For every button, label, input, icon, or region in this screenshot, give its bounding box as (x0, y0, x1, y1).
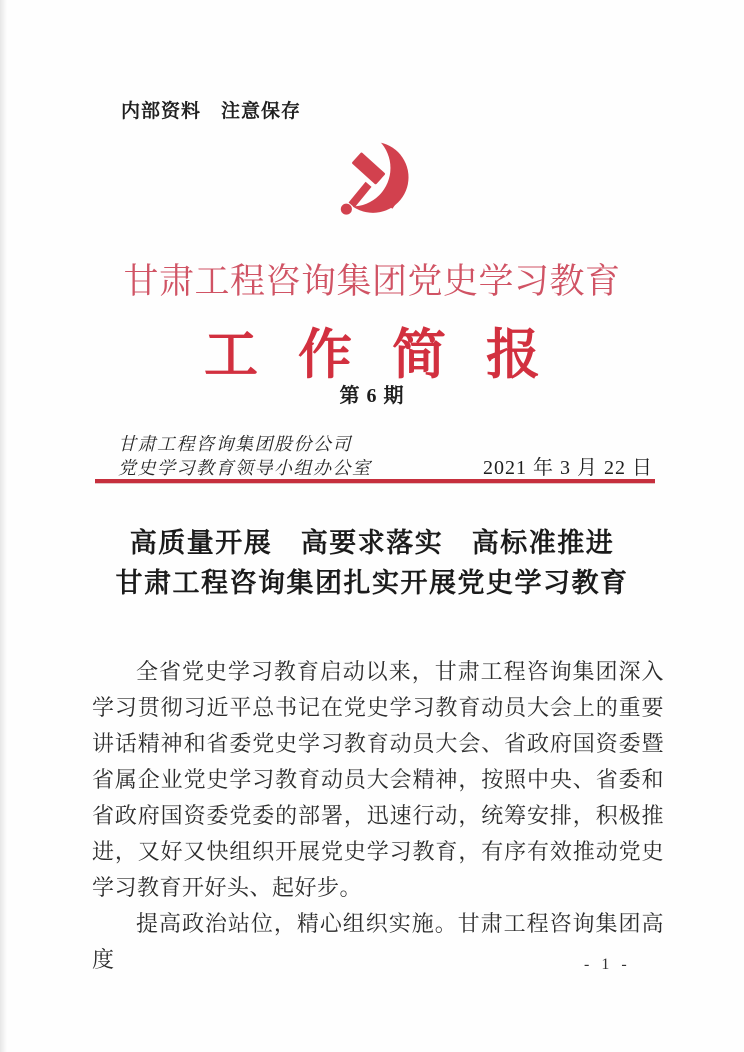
cpc-hammer-sickle-emblem-icon (336, 140, 410, 222)
red-divider-rule (95, 479, 655, 483)
article-title (0, 523, 744, 603)
article-body (92, 654, 664, 978)
article-title-line1: 高质量开展 高要求落实 高标准推进 (129, 528, 615, 558)
masthead-org-title: 甘肃工程咨询集团党史学习教育 (123, 262, 621, 301)
issuer-company-name: 甘肃工程咨询集团股份公司 (118, 434, 352, 454)
body-paragraph-1: 全省党史学习教育启动以来，甘肃工程咨询集团深入学习贯彻习近平总书记在党史学习教育动员大会上的重要讲话精神和省委党史学习教育动员大会、省政府国资委暨省属企业党史学习教育动员大会精神，按照中央、省委和省政府国资委党委的部署，迅速行动，统筹安排，积极推进，又好又快组织开展党史学习教育，有序有效推动党史学习教育开好头、起好步。 (92, 659, 664, 900)
bulletin-banner (0, 312, 744, 389)
body-paragraph-2: 提高政治站位，精心组织实施。甘肃工程咨询集团高度 (92, 911, 664, 972)
page-number: - 1 - (584, 956, 631, 973)
classification-notice: 内部资料 注意保存 (121, 101, 302, 122)
article-title-line2: 甘肃工程咨询集团扎实开展党史学习教育 (115, 568, 629, 598)
bulletin-banner-text: 工作简报 (204, 325, 580, 385)
issue-date: 2021 年 3 月 22 日 (483, 457, 653, 479)
issue-number: 第 6 期 (339, 385, 405, 407)
issuer-office-name: 党史学习教育领导小组办公室 (118, 458, 372, 478)
